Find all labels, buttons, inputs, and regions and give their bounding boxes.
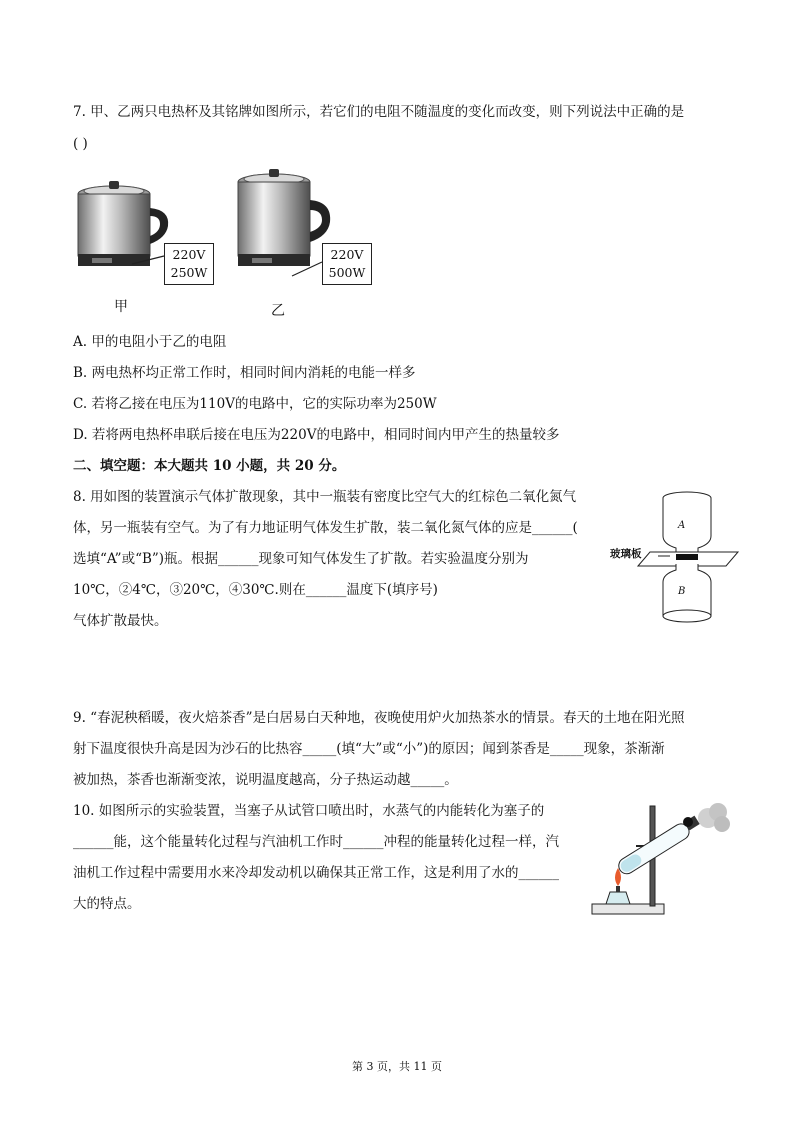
q9-line3: 被加热，茶香也渐渐变浓，说明温度越高，分子热运动越_____。 xyxy=(73,772,458,788)
nameplate-yi-pointer xyxy=(292,260,332,280)
q8-line4: 10℃，②4℃，③20℃，④30℃.则在______温度下(填序号) xyxy=(73,582,438,598)
q9-line1: 9. “春泥秧稻暖，夜火焙茶香”是白居易白天种地，夜晚使用炉火加热茶水的情景。春天的土地在阳光照 xyxy=(73,710,685,726)
test-tube-apparatus-drawing xyxy=(592,800,742,920)
q7-option-a: A. 甲的电阻小于乙的电阻 xyxy=(73,334,227,350)
nameplate-yi-voltage: 220V xyxy=(330,247,364,262)
bottle-b-label: B xyxy=(678,586,686,597)
q10-line3: 油机工作过程中需要用水来冷却发动机以确保其正常工作，这是利用了水的______ xyxy=(73,865,559,881)
q8-line5: 气体扩散最快。 xyxy=(73,613,168,629)
cup-yi-caption: 乙 xyxy=(271,303,285,319)
section-heading: 二、填空题：本大题共 10 小题，共 20 分。 xyxy=(73,458,346,474)
q10-line2: ______能，这个能量转化过程与汽油机工作时______冲程的能量转化过程一样，汽 xyxy=(73,834,559,850)
q10-line4: 大的特点。 xyxy=(73,896,141,912)
q7-stem-line2: ( ) xyxy=(73,136,88,152)
q7-option-b: B. 两电热杯均正常工作时，相同时间内消耗的电能一样多 xyxy=(73,365,416,381)
bottle-a-label: A xyxy=(678,520,686,531)
q8-line2: 体，另一瓶装有空气。为了有力地证明气体发生扩散，装二氧化氮气体的应是______( xyxy=(73,520,578,536)
cup-jia-caption: 甲 xyxy=(114,299,128,315)
nameplate-jia-voltage: 220V xyxy=(172,247,206,262)
nameplate-jia-power: 250W xyxy=(170,265,208,280)
q7-option-d: D. 若将两电热杯串联后接在电压为220V的电路中，相同时间内甲产生的热量较多 xyxy=(73,427,560,443)
q7-stem-line1: 7. 甲、乙两只电热杯及其铭牌如图所示，若它们的电阻不随温度的变化而改变，则下列说法中正确的是 xyxy=(73,104,685,120)
nameplate-jia-pointer xyxy=(132,254,172,266)
q9-line2: 射下温度很快升高是因为沙石的比热容_____(填“大”或“小”)的原因；闻到茶香是_____现象，茶渐渐 xyxy=(73,741,665,757)
page-footer: 第 3 页，共 11 页 xyxy=(352,1060,442,1073)
glass-plate-label: 玻璃板 xyxy=(610,548,642,560)
q8-line3: 选填“A”或“B”)瓶。根据______现象可知气体发生了扩散。若实验温度分别为 xyxy=(73,551,529,567)
q8-line1: 8. 用如图的装置演示气体扩散现象，其中一瓶装有密度比空气大的红棕色二氧化氮气 xyxy=(73,489,577,505)
q7-option-c: C. 若将乙接在电压为110V的电路中，它的实际功率为250W xyxy=(73,396,437,412)
q10-line1: 10. 如图所示的实验装置，当塞子从试管口喷出时，水蒸气的内能转化为塞子的 xyxy=(73,803,545,819)
nameplate-yi-power: 500W xyxy=(328,265,366,280)
